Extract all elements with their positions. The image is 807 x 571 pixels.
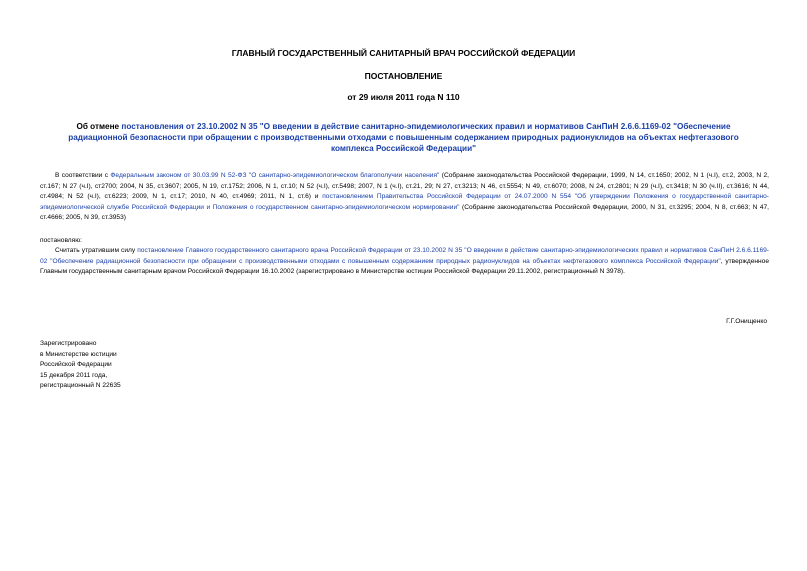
- paragraph-legal-basis: [40, 171, 769, 224]
- para1-text-3: (Собрание законодательства Российской Федерации, 2000, N 31, ст.3295; 2004, N 8, ст.663; N 47, ст.4666; 2005, N 39, ст.3953): [40, 203, 769, 221]
- paragraph-cancellation: [40, 246, 769, 278]
- signature: Г.Г.Онищенко: [726, 318, 767, 325]
- registration-line-3: Российской Федерации: [40, 361, 112, 368]
- paragraph-resolve: постановляю:: [40, 237, 83, 244]
- link-federal-law-52[interactable]: Федеральным законом от 30.03.99 N 52-ФЗ "О санитарно-эпидемиологическом благополучии населения": [110, 172, 440, 179]
- registration-line-4: 15 декабря 2011 года,: [40, 371, 108, 379]
- registration-line-2: в Министерстве юстиции: [40, 350, 117, 358]
- title-link-resolution-35[interactable]: постановления от 23.10.2002 N 35 "О введении в действие санитарно-эпидемиологических правил и нормативов СанПиН 2.6.6.1169-02 "Обеспечение радиационной безопасности при обращении с производственными отходами с повышенным содержанием природных радионуклидов на объектах нефтегазового комплекса Российской Федерации": [68, 122, 739, 153]
- document-title: [48, 121, 759, 154]
- para3-text-1: Считать утратившим силу: [55, 247, 138, 254]
- link-government-resolution-554[interactable]: постановлением Правительства Российской Федерации от 24.07.2000 N 554 "Об утверждении Положения о государственной санитарно-эпидемиологической службе Российской Федерации и Положения о государственном санитарно-эпидемиологическом нормировании": [40, 193, 770, 211]
- registration-note: [40, 339, 121, 392]
- document-type: ПОСТАНОВЛЕНИЕ: [364, 71, 443, 81]
- issuing-authority: ГЛАВНЫЙ ГОСУДАРСТВЕННЫЙ САНИТАРНЫЙ ВРАЧ РОССИЙСКОЙ ФЕДЕРАЦИИ: [231, 48, 576, 58]
- registration-line-5: регистрационный N 22635: [40, 382, 121, 389]
- registration-line-1: Зарегистрировано: [40, 340, 97, 347]
- title-prefix: Об отмене: [76, 122, 122, 131]
- document-date-number: от 29 июля 2011 года N 110: [347, 92, 460, 102]
- para3-text-2: , утвержденное Главным государственным санитарным врачом Российской Федерации 16.10.2002 (зарегистрировано в Министерстве юстиции Российской Федерации 29.11.2002, регистрационный N 3978).: [40, 257, 769, 275]
- para1-text-2: (Собрание законодательства Российской Федерации, 1999, N 14, ст.1650; 2002, N 1 (ч.I), ст.2, 2003, N 2, ст.167; N 27 (ч.I), ст2700; 2004, N 35, ст.3607; 2005, N 19, ст.1752; 2006, N 1, ст.10; N 52 (ч.I), ст.5498; 2007, N 1 (ч.I), ст.21, 29; N 27, ст.3213; N 46, ст.5554; N 49, ст.6070; 2008, N 24, ст.2801; N 29 (ч.I), ст.3418; N 30 (ч.II), ст.3616; N 44, ст.4984; N 52 (ч.I), ст.6223; 2009, N 1, ст.17; 2010, N 40, ст.4969; 2011, N 1, ст.6) и: [40, 172, 769, 200]
- link-cancelled-resolution-35[interactable]: постановление Главного государственного санитарного врача Российской Федерации от 23.10.2002 N 35 "О введении в действие санитарно-эпидемиологических правил и нормативов СанПиН 2.6.6.1169-02 "Обеспечение радиационной безопасности при обращении с производственными отходами с повышенным содержанием природных радионуклидов на объектах нефтегазового комплекса Российской Федерации": [40, 247, 769, 265]
- para1-text-1: В соответствии с: [55, 172, 111, 179]
